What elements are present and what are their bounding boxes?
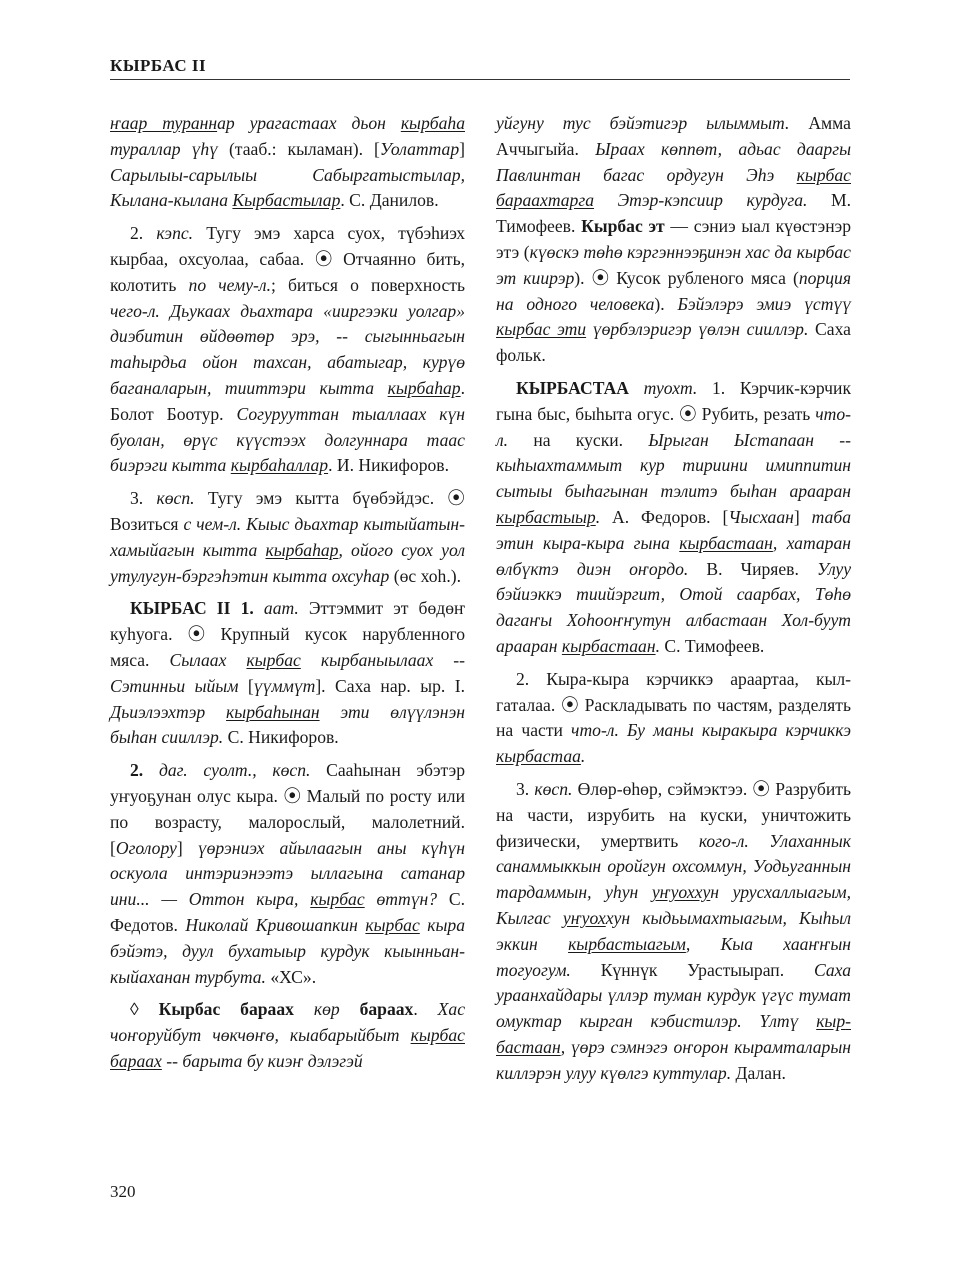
italic-text: Этэр-кэпсиир курдуга. [594,190,808,211]
page-number: 320 [110,1182,136,1201]
text-run: Күннүк Урастыырап. [570,959,814,980]
italic-text: аат. [263,598,299,619]
header-rule [110,79,850,80]
entry-paragraph [110,758,465,990]
italic-text: Сарылыы-сарылыы Сабыргатыстылар, Кылана-кылана [110,164,465,211]
text-run: . С. Данилов. [340,190,439,211]
entry-paragraph [496,111,851,369]
headword-example: Кырбастылар [232,190,341,211]
text-run: 2. Кыра-кыра кэрчиккэ араартаа, кылгаталаа. ⦿ Раскладывать по частям, разделять на части [496,668,851,741]
italic-text: Согурууттан тыаллаах күн буолан, өрүс күүстээх долгуннара таас биэрэги кытта [110,403,465,476]
text-run: . [413,999,438,1020]
italic-text: уйгуну тус бэйэтигэр ылыммыт. [496,113,790,133]
text-run: С. Федотов. [110,889,465,935]
headword-example: кырбастыагым [568,933,686,954]
italic-text: Дьиэлээхтэр [110,701,227,722]
text-run: С. Никифоров. [223,727,339,748]
entry-paragraph [110,111,465,214]
text-run: 3. [130,488,157,509]
headword: Кырбас эт [581,216,665,237]
entry-paragraph [496,667,851,770]
italic-text: , хатаран өлбүктэ диэн оҥордо. [496,532,852,579]
entry-paragraph [110,997,465,1074]
text-run: Амма Аччыгыйа. [496,113,851,159]
text-run: . И. Никифоров. [328,455,449,476]
text-run: на куски. [508,429,649,450]
italic-text: тураллар үһү [110,138,218,159]
entry-paragraph [496,777,851,1087]
headword-example: кырбас эти [496,319,587,340]
text-run [294,999,314,1019]
text-run: ◊ [130,999,159,1020]
italic-text: н урусхаллыагым, Кылгас [496,882,851,928]
headword-example: кырбаһынан [226,701,320,722]
text-run: С. Тимофеев. [659,635,765,656]
italic-text: Чысхаан [728,506,794,527]
italic-text: -- барыта бу киэҥ дэлэгэй [161,1050,363,1071]
text-run: В. Чиряев. [688,558,817,579]
text-run: Эттэммит эт бөдөҥ куһуога. ⦿ Крупный кусок нарубленного мяса. [110,598,465,670]
text-run: ). [654,293,678,314]
headword: КЫРБАСТАА [516,377,629,398]
text-run: ] [459,138,465,159]
italic-text: . [595,506,601,527]
italic-text: Николай Кривошапкин [185,914,366,935]
headword-example: кырбаһар [387,377,461,398]
entry-paragraph [110,596,465,751]
headword: 2. [130,760,144,781]
italic-text: Саха ураанхайдары үллэр туман курдук үгүс тумат омуктар кырган кэбистилэр. Үлтү [496,959,851,1032]
italic-text: көсп. [156,488,195,509]
text-run [629,378,644,398]
italic-text: күөскэ төһө кэргэннээҕинэн хас да кырбас эт киирэр [496,241,851,288]
headword: КЫРБАС II 1. [130,598,254,619]
text-run: 1. Кэрчик-кэрчик гына быс, быһыта огус. ⦿ Рубить, резать [496,377,851,424]
italic-text: . [580,746,586,767]
italic-text: Сылаах [169,649,247,670]
headword-example: кырбаһа [400,113,465,133]
text-run [143,760,159,780]
italic-text: , Кыа хааҥҥын тогуогум. [496,933,851,980]
italic-text: , ойого суох уол утулугун-бэргэһэтин кытта охсуһар [110,539,465,586]
text-run: М. Тимофеев. [496,190,851,237]
text-run: Саха фольк. [496,319,851,366]
italic-text: ар урагастаах дьон [217,113,401,133]
headword: бараах [359,999,414,1020]
text-run: ; биться о поверхность [270,274,465,295]
italic-text: Бэйэлэрэ эмиэ үстүү [677,293,851,314]
italic-text: по чему-л. [188,274,271,295]
italic-text: Уолаттар [379,138,460,159]
headword-example: кырбаһар [265,539,339,560]
text-run: (өс хоһ.). [389,565,461,586]
italic-text: кырбаныылаах -- Сэтинньи ыйым [110,649,465,696]
italic-text: үөрбэлэригэр үөлэн сииллэр. [586,319,809,340]
italic-text: . [655,635,660,656]
italic-text: , үөрэ сэмнэгэ оҥорон кырамталарын киллэрэн улуу күөлгэ куттулар. [496,1036,851,1083]
italic-text: үүммүт [253,675,316,696]
italic-text: туохт. [643,377,698,398]
text-run: (тааб.: кыламан). [ [217,138,380,159]
text-run: ). ⦿ Кусок рубленого мяса ( [574,267,799,288]
text-run: [ [238,675,254,696]
italic-text: көр [313,999,340,1020]
text-run [340,999,360,1019]
italic-text: Хас чоҥоруйбут чөкчөҥө, кыабарыйбыт [110,999,466,1046]
entry-paragraph [110,221,465,479]
left-column [110,111,465,1082]
headword-example: кырбастаан [496,1011,851,1057]
headword-example: кырбас [310,889,365,910]
text-run: Далан. [731,1062,786,1083]
italic-text: эти өлүүлэнэн быһан сииллэр. [110,701,465,748]
headword-example: кырбас [246,649,301,670]
text-run: ] [793,506,812,527]
italic-text: даг. суолт., көсп. [158,760,311,781]
headword-example: ҥаар туранн [110,113,218,133]
italic-text: порция на одного человека [496,267,851,314]
italic-text: Ыраах көппөт, адьас дааргы Павлинтан багас ордугун Эһэ [496,138,851,185]
text-run: 2. [130,223,157,244]
italic-text: что-л. Бу маны кыракыра кэрчиккэ [571,720,851,741]
text-run: ]. Саха нар. ыр. I. [315,675,465,696]
right-column [496,111,851,1093]
entry-paragraph [496,376,851,660]
italic-text: өттүн? [364,889,438,910]
headword-example: бараах [110,1050,162,1071]
headword-example: кырбастаан [679,532,773,553]
italic-text: кыра бэйэтэ, дуул бухатыыр курдук кыынньан-кыйаханан турбута. [110,914,465,987]
text-run: А. Федоров. [ [600,506,729,527]
headword-example: кырбас бараахтарга [496,164,851,211]
entry-paragraph [110,486,465,589]
headword-example: кырбас [410,1025,465,1046]
headword: Кырбас бараах [158,999,294,1020]
text-run: Өлөр-өһөр, сэймэктээ. ⦿ Разрубить на части, изрубить на куски, уничтожить физически, умертвить [496,778,851,851]
headword-example: кырбас [365,914,420,935]
text-run: — сэниэ ыал күөстэнэр этэ ( [496,216,851,262]
italic-text: таба этин кыра-кыра гына [496,506,851,553]
text-run: Тугу эмэ кытта бүөбэйдэс. ⦿ Возиться [110,488,465,534]
text-run: . Болот Боотур. [110,377,465,424]
headword-example: уҥуох [562,907,606,928]
headword-example: кырбастыыр [496,506,596,527]
italic-text: Ырыган Ыстапаан -- кыһыахтаммыт кур тириини имиппитин сытыы быһагынан тэлитэ быһан арааран [496,429,852,502]
headword-example: кырбаһаллар [230,455,329,476]
text-run: «ХС». [265,966,317,987]
text-run [254,598,264,618]
italic-text: хун кыдьымахтыагым, Кыһыл эккин [496,907,852,954]
italic-text: үөрэниэх айылаагын аны күһүн оскуола интэриэнээтэ ыллагына сатанар ини... — Оттон кыра, [110,837,465,910]
text-run: 3. [516,778,535,799]
text-run: Тугу эмэ харса суох, түбэһиэх кырбаа, охсуолаа, сабаа. ⦿ Отчаянно бить, колотить [110,223,465,295]
italic-text: кого-л. Улаханнык санаммыккын оройгун охсоммун, Уодьуганнын тардаммын, уһун [496,830,851,903]
italic-text: кэпс. [156,223,194,244]
italic-text: көсп. [534,778,573,799]
italic-text: с чем-л. Кыыс дьахтар кытыйатын-хамыйагын кытта [110,513,465,560]
text-run: ] [176,837,198,858]
italic-text: Улуу бэйиэккэ тиийэргит, Отой саарбах, Төһө дагаҥы Хоһооҥҥутун албастаан Хол-буут арaaран [496,558,852,656]
headword-example: уҥуохху [651,882,711,903]
italic-text: чего-л. Дьукаах дьахтара «ииргээки уолгар» диэбитин өйдөөтөр эрэ, -- сыгынньагын таһырдьа ойон тахсан, абатыгар, курүө баганаларын, тииттэри кытта [110,300,465,398]
text-run: Сааһынан эбэтэр уҥуоҕунан олус кыра. ⦿ Малый по росту или по возрасту, малорослый, малолетний. [ [110,760,465,858]
headword-example: кырбастаа [496,746,581,767]
italic-text: Оголору [115,837,177,858]
italic-text: что-л. [496,403,851,450]
headword-example: кырбастаан [561,635,656,656]
running-head: КЫРБАС II [110,56,207,75]
